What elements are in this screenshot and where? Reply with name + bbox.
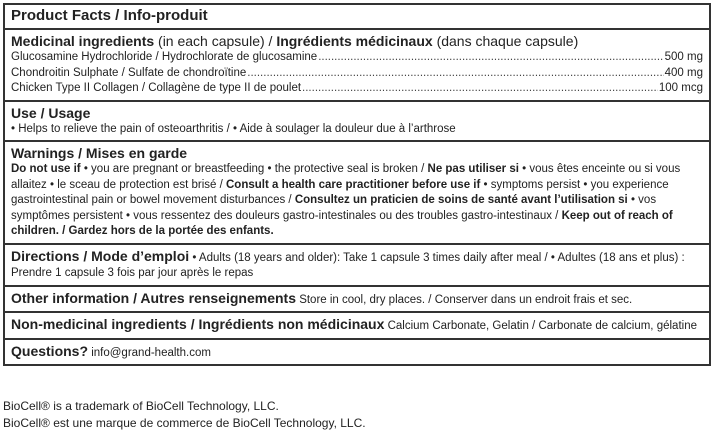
trademark-line-en: BioCell® is a trademark of BioCell Technology, LLC.	[3, 399, 279, 413]
questions-section	[5, 338, 709, 365]
other-information-section	[5, 285, 709, 312]
product-facts-panel	[3, 3, 711, 366]
ingredient-row	[11, 81, 703, 97]
warning-text: • vos symptômes persistent • vous ressentez des douleurs gastro-intestinales ou des troubles gastro-intestinaux /	[11, 194, 657, 222]
questions-contact: info@grand-health.com	[91, 346, 211, 359]
use-section	[5, 100, 709, 141]
heading-en-note: (in each capsule) /	[154, 33, 277, 49]
warning-text: • you are pregnant or breastfeeding • the protective seal is broken /	[80, 163, 428, 175]
ingredient-amount: 400 mg	[664, 66, 703, 79]
other-information-heading: Other information / Autres renseignements	[11, 289, 296, 306]
directions-heading: Directions / Mode d’emploi	[11, 247, 190, 264]
leader-dots	[302, 81, 658, 97]
warning-bold: Keep out of reach of children. / Gardez hors de la portée des enfants.	[11, 209, 673, 237]
trademark-footer	[3, 398, 366, 431]
directions-text: • Adults (18 years and older): Take 1 capsule 3 times daily after meal / • Adultes (18 ans et plus) : Prendre 1 capsule 3 fois par jour après le repas	[11, 251, 685, 279]
warning-bold: Ne pas utiliser si	[427, 163, 519, 175]
warning-bold: Consult a health care practitioner before use if	[225, 178, 481, 191]
warnings-section	[5, 140, 709, 243]
ingredient-name: Glucosamine Hydrochloride / Hydrochlorate de glucosamine	[11, 51, 318, 63]
medicinal-ingredients-heading	[11, 32, 703, 50]
non-medicinal-heading: Non-medicinal ingredients / Ingrédients non médicinaux	[11, 316, 385, 332]
heading-fr-note: (dans chaque capsule)	[432, 33, 579, 49]
leader-dots	[318, 50, 663, 66]
trademark-line-fr: BioCell® est une marque de commerce de BioCell Technology, LLC.	[3, 415, 366, 430]
use-text: • Helps to relieve the pain of osteoarthritis / • Aide à soulager la douleur due à l’arthrose	[11, 122, 456, 135]
warnings-text	[11, 162, 703, 240]
questions-heading: Questions?	[11, 342, 89, 359]
ingredient-row	[11, 50, 703, 66]
heading-en: Medicinal ingredients	[11, 33, 155, 49]
ingredient-amount: 100 mcg	[658, 82, 703, 94]
warnings-heading: Warnings / Mises en garde	[11, 145, 188, 161]
warning-text: • vous êtes enceinte ou si vous allaitez • le sceau de protection est brisé /	[11, 163, 681, 191]
ingredient-name: Chondroitin Sulphate / Sulfate de chondroïtine	[11, 66, 247, 79]
medicinal-ingredients-section	[5, 28, 709, 100]
warning-text: • symptoms persist • you experience gastrointestinal pain or bowel movement disturbances /	[11, 178, 669, 206]
panel-title-section	[5, 5, 709, 28]
leader-dots	[247, 66, 663, 82]
ingredient-name: Chicken Type II Collagen / Collagène de type II de poulet	[11, 82, 302, 94]
warning-bold: Consultez un praticien de soins de santé avant l’utilisation si	[294, 194, 628, 206]
directions-section	[5, 243, 709, 285]
ingredient-row	[11, 66, 703, 82]
warning-bold: Do not use if	[11, 163, 81, 175]
non-medicinal-section	[5, 311, 709, 338]
non-medicinal-text: Calcium Carbonate, Gelatin / Carbonate de calcium, gélatine	[387, 320, 697, 332]
use-heading: Use / Usage	[11, 104, 91, 121]
heading-fr: Ingrédients médicinaux	[276, 33, 433, 49]
other-information-text: Store in cool, dry places. / Conserver dans un endroit frais et sec.	[299, 293, 633, 306]
ingredient-amount: 500 mg	[664, 51, 703, 63]
panel-title: Product Facts / Info-produit	[11, 7, 208, 24]
